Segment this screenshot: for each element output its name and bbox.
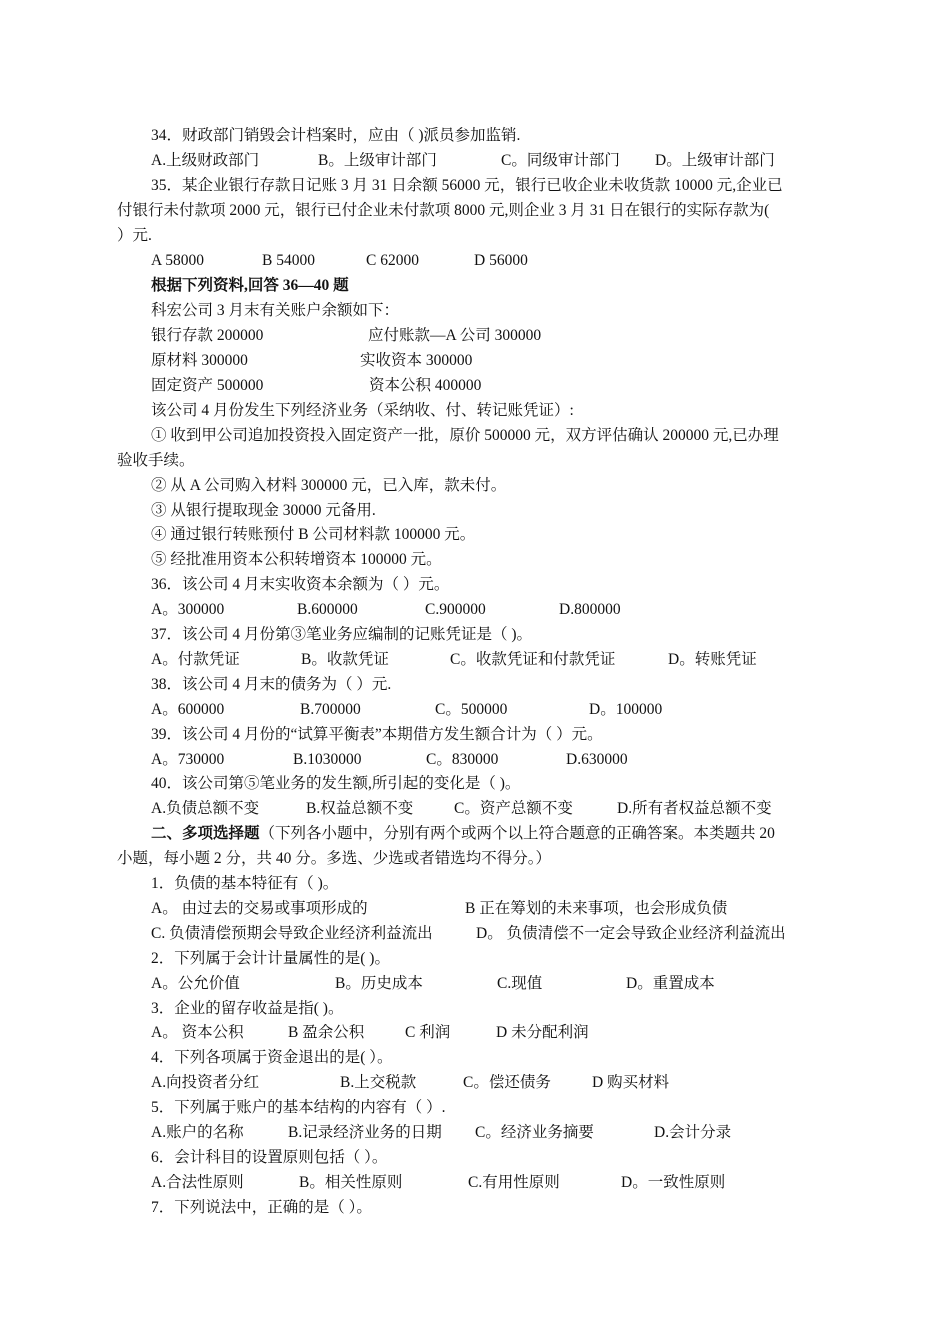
business-3: ③ 从银行提取现金 30000 元备用. (151, 502, 376, 519)
business-intro: 该公司 4 月份发生下列经济业务（采纳收、付、转记账凭证）: (151, 402, 574, 419)
option-b: B.1030000 (293, 751, 362, 768)
m2-stem: 2．下列属于会计计量属性的是( )。 (151, 950, 390, 967)
balance-right: 实收资本 300000 (360, 352, 473, 369)
q37-stem: 37．该公司 4 月份第③笔业务应编制的记账凭证是（ )。 (151, 626, 533, 643)
option-b: B.权益总额不变 (306, 800, 414, 817)
business-1-line2: 验收手续。 (117, 452, 195, 469)
option-c: C 62000 (366, 252, 419, 269)
m4-stem: 4．下列各项属于资金退出的是( ）。 (151, 1049, 393, 1066)
option-d: D.会计分录 (654, 1124, 732, 1141)
option-c: C。收款凭证和付款凭证 (450, 651, 616, 668)
m1-stem: 1．负债的基本特征有（ )。 (151, 875, 339, 892)
option-a: A。 资本公积 (151, 1024, 244, 1041)
option-c: C.900000 (425, 601, 486, 618)
q35-stem-line2: 付银行未付款项 2000 元，银行已付企业未付款项 8000 元,则企业 3 月 31 日在银行的实际存款为( (117, 202, 770, 219)
m6-stem: 6．会计科目的设置原则包括（ ）。 (151, 1149, 388, 1166)
q35-stem-line1: 35．某企业银行存款日记账 3 月 31 日余额 56000 元，银行已收企业未收货款 10000 元,企业已 (151, 177, 783, 194)
business-5: ⑤ 经批准用资本公积转增资本 100000 元。 (151, 551, 442, 568)
option-d: D.800000 (559, 601, 621, 618)
option-a: A。730000 (151, 751, 225, 768)
option-b: B 正在筹划的未来事项，也会形成负债 (465, 900, 728, 917)
balance-left: 原材料 300000 (151, 352, 248, 369)
option-d: D 未分配利润 (496, 1024, 589, 1041)
option-a: A。付款凭证 (151, 651, 240, 668)
business-4: ④ 通过银行转账预付 B 公司材料款 100000 元。 (151, 526, 476, 543)
option-a: A.上级财政部门 (151, 152, 260, 169)
m5-stem: 5．下列属于账户的基本结构的内容有（ ）. (151, 1099, 446, 1116)
section2-title: 二、多项选择题 (151, 825, 260, 842)
q34-stem: 34．财政部门销毁会计档案时，应由（ )派员参加监销. (151, 127, 521, 144)
option-d: D。重置成本 (626, 975, 715, 992)
option-a: A.向投资者分红 (151, 1074, 260, 1091)
option-a: A.负债总额不变 (151, 800, 260, 817)
option-d: D 56000 (474, 252, 528, 269)
option-c: C. 负债清偿预期会导致企业经济利益流出 (151, 925, 433, 942)
option-b: B。收款凭证 (301, 651, 389, 668)
balance-right: 应付账款—A 公司 300000 (368, 327, 542, 344)
option-b: B。历史成本 (335, 975, 423, 992)
option-b: B.600000 (297, 601, 358, 618)
q40-stem: 40．该公司第⑤笔业务的发生额,所引起的变化是（ )。 (151, 775, 521, 792)
option-d: D。一致性原则 (621, 1174, 726, 1191)
option-d: D.所有者权益总额不变 (617, 800, 772, 817)
option-c: C。偿还债务 (463, 1074, 551, 1091)
section2-desc: （下列各小题中，分别有两个或两个以上符合题意的正确答案。本类题共 20 (259, 825, 775, 842)
option-c: C。830000 (426, 751, 499, 768)
option-a: A 58000 (151, 252, 204, 269)
q38-stem: 38．该公司 4 月末的债务为（ ）元. (151, 676, 392, 693)
option-b: B 盈余公积 (288, 1024, 365, 1041)
option-c: C.现值 (497, 975, 543, 992)
option-c: C。经济业务摘要 (475, 1124, 594, 1141)
balance-left: 固定资产 500000 (151, 377, 264, 394)
section2-heading-line1 (151, 824, 775, 844)
business-1-line1: ① 收到甲公司追加投资投入固定资产一批，原价 500000 元，双方评估确认 200000 元,已办理 (151, 427, 779, 444)
option-b: B 54000 (262, 252, 315, 269)
option-c: C。资产总额不变 (454, 800, 573, 817)
section2-desc-line2: 小题，每小题 2 分，共 40 分。多选、少选或者错选均不得分。） (117, 850, 552, 867)
option-d: D。上级审计部门 (655, 152, 775, 169)
option-a: A.账户的名称 (151, 1124, 244, 1141)
option-a: A。公允价值 (151, 975, 240, 992)
option-c: C。同级审计部门 (501, 152, 620, 169)
option-c: C.有用性原则 (468, 1174, 560, 1191)
q35-stem-line3: ）元. (117, 227, 152, 244)
option-a: A。300000 (151, 601, 225, 618)
q36-stem: 36．该公司 4 月末实收资本余额为（ ）元。 (151, 576, 450, 593)
q39-stem: 39．该公司 4 月份的“试算平衡表”本期借方发生额合计为（ ）元。 (151, 726, 603, 743)
option-d: D。 负债清偿不一定会导致企业经济利益流出 (476, 925, 786, 942)
balance-right: 资本公积 400000 (369, 377, 482, 394)
option-c: C 利润 (405, 1024, 451, 1041)
m3-stem: 3．企业的留存收益是指( )。 (151, 1000, 344, 1017)
material-intro: 科宏公司 3 月末有关账户余额如下： (151, 302, 400, 319)
option-a: A。 由过去的交易或事项形成的 (151, 900, 368, 917)
option-d: D。100000 (589, 701, 663, 718)
option-b: B。相关性原则 (299, 1174, 403, 1191)
option-a: A.合法性原则 (151, 1174, 244, 1191)
option-a: A。600000 (151, 701, 225, 718)
option-b: B.记录经济业务的日期 (288, 1124, 442, 1141)
option-b: B.700000 (300, 701, 361, 718)
option-b: B。上级审计部门 (318, 152, 437, 169)
option-c: C。500000 (435, 701, 508, 718)
balance-left: 银行存款 200000 (151, 327, 264, 344)
option-d: D。转账凭证 (668, 651, 757, 668)
business-2: ② 从 A 公司购入材料 300000 元，已入库，款未付。 (151, 477, 507, 494)
option-b: B.上交税款 (340, 1074, 417, 1091)
option-d: D 购买材料 (592, 1074, 670, 1091)
m7-stem: 7．下列说法中，正确的是（ ）。 (151, 1199, 372, 1216)
option-d: D.630000 (566, 751, 628, 768)
material-heading: 根据下列资料,回答 36—40 题 (151, 277, 349, 294)
